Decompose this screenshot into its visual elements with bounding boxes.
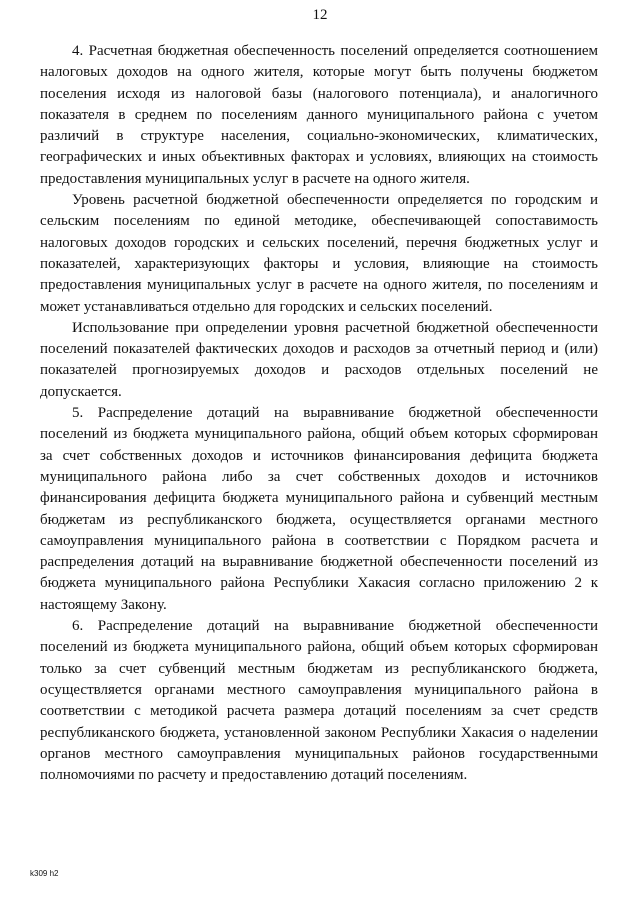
page-number: 12 — [312, 7, 328, 23]
paragraph-settlement-level: Уровень расчетной бюджетной обеспеченности определяется по городским и сельским поселениям по единой методике, обеспечивающей сопоставимость налоговых доходов городских и сельских поселений, перечня бюджетных услуг и показателей, характеризующих факторы и условия, влияющие на стоимость предоставления муниципальных услуг в расчете на одного жителя, по поселениям и может устанавливаться отдельно для городских и сельских поселений. — [40, 192, 598, 315]
paragraph-item-6: 6. Распределение дотаций на выравнивание бюджетной обеспеченности поселений из бюджета муниципального района, общий объем которых сформирован только за счет субвенций местным бюджетам из республиканского бюджета, осуществляется органами местного самоуправления муниципального района в соответствии с методикой расчета размера дотаций поселениям за счет средств республиканского бюджета, установленной законом Республики Хакасия о наделении органов местного самоуправления муниципальных районов государственными полномочиями по расчету и предоставлению дотаций поселениям. — [40, 618, 598, 784]
footer-code: k309 h2 — [30, 869, 59, 878]
paragraph-usage-restriction: Использование при определении уровня расчетной бюджетной обеспеченности поселений показателей фактических доходов и расходов за отчетный период и (или) показателей прогнозируемых доходов и расходов отдельных поселений не допускается. — [40, 319, 598, 400]
paragraph-item-5: 5. Распределение дотаций на выравнивание бюджетной обеспеченности поселений из бюджета муниципального района, общий объем которых сформирован за счет собственных доходов и источников финансирования дефицита бюджета муниципального района либо за счет собственных доходов и источников финансирования дефицита бюджета муниципального района и субвенций местным бюджетам из республиканского бюджета, осуществляется органами местного самоуправления муниципального района в соответствии с Порядком расчета и распределения дотаций на выравнивание бюджетной обеспеченности поселений из бюджета муниципального района Республики Хакасия согласно приложению 2 к настоящему Закону. — [40, 405, 598, 613]
document-body — [40, 41, 598, 786]
paragraph-item-4: 4. Расчетная бюджетная обеспеченность поселений определяется соотношением налоговых доходов на одного жителя, которые могут быть получены бюджетом поселения исходя из налоговой базы (налогового потенциала), и аналогичного показателя в среднем по поселениям данного муниципального района с учетом различий в структуре населения, социально-экономических, климатических, географических и иных объективных факторах и условиях, влияющих на стоимость предоставления муниципальных услуг в расчете на одного жителя. — [40, 43, 598, 187]
